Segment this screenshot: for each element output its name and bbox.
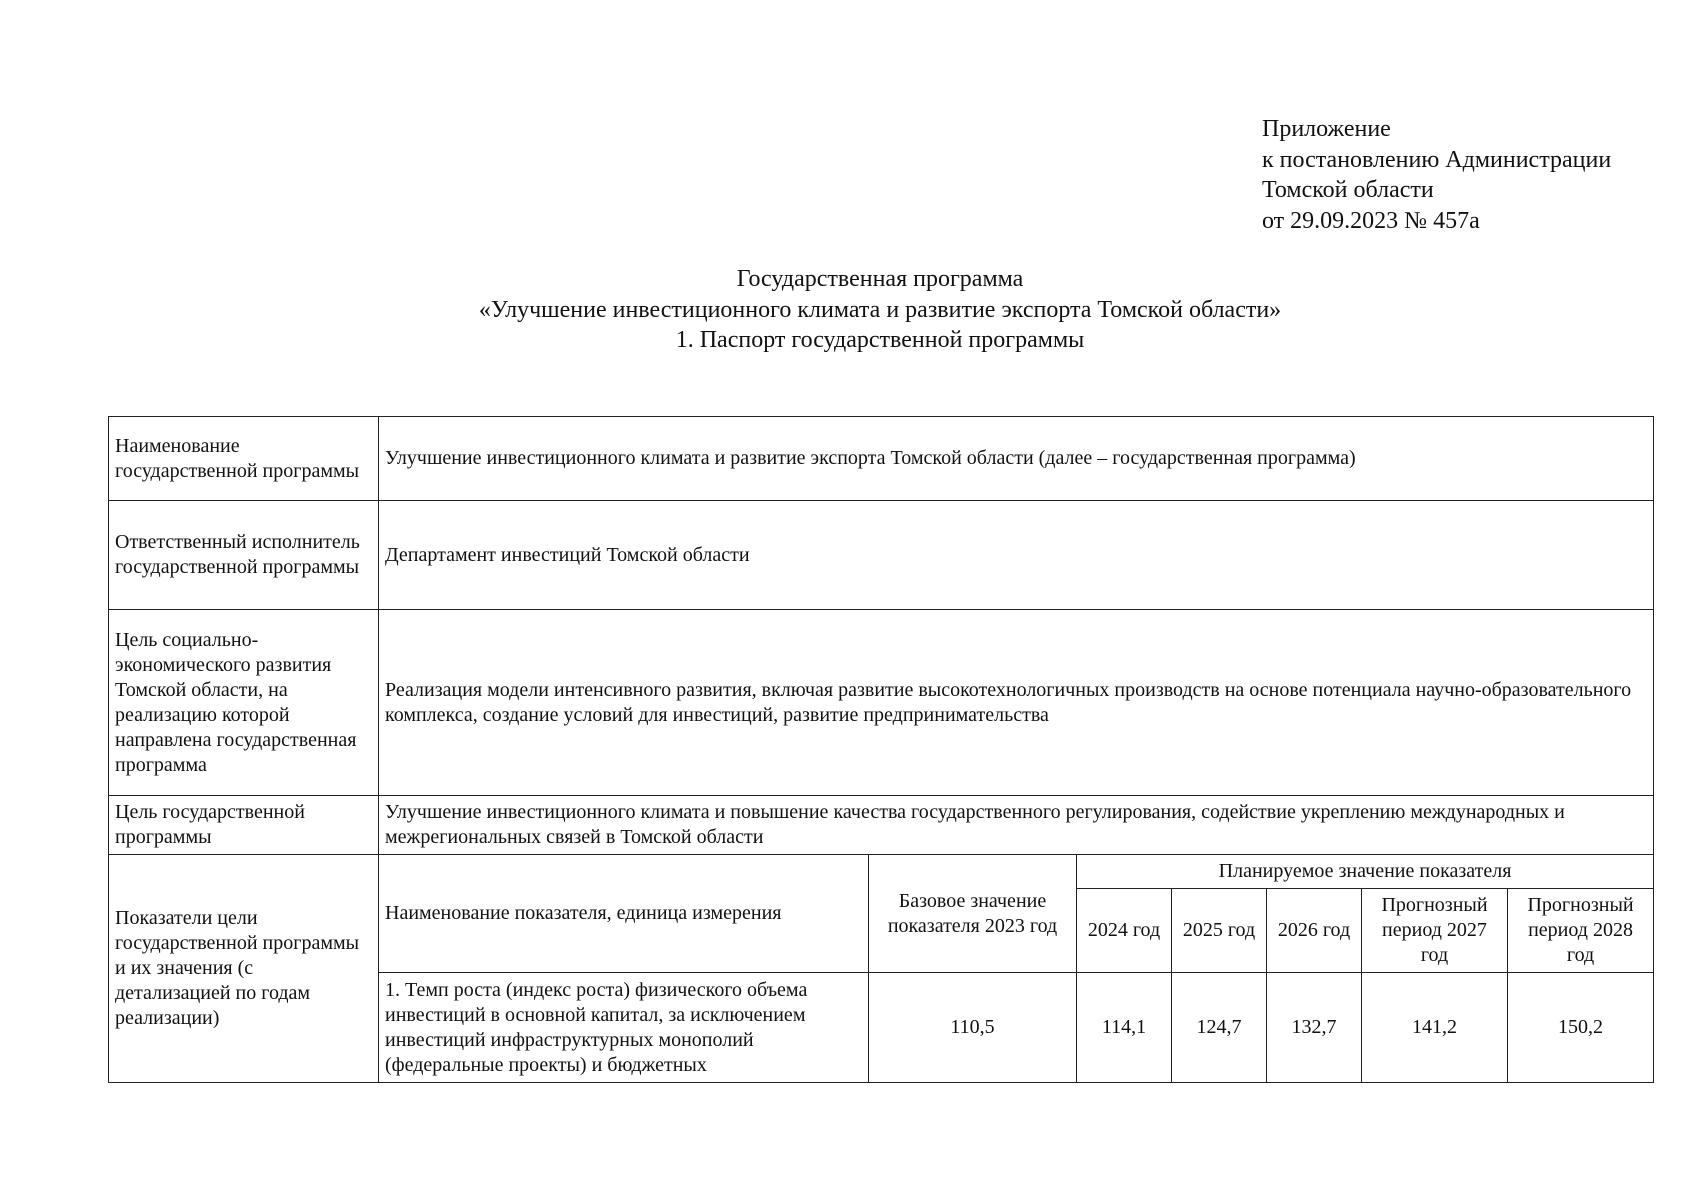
forecast-2027-header: Прогнозный период 2027 год [1362,889,1508,973]
socio-economic-goal-label: Цель социально-экономического развития Томской области, на реализацию которой направлена государственная программа [109,610,379,796]
document-title [0,264,1698,356]
appendix-date-number: от 29.09.2023 № 457а [1262,207,1480,234]
table-row [109,855,1654,889]
indicator-name: 1. Темп роста (индекс роста) физического объема инвестиций в основной капитал, за исключением инвестиций инфраструктурных монополий (федеральные проекты) и бюджетных [379,973,869,1083]
appendix-header [1262,114,1611,236]
socio-economic-goal-value: Реализация модели интенсивного развития, включая развитие высокотехнологичных производств на основе потенциала научно-образовательного комплекса, создание условий для инвестиций, развитие предпринимательства [379,610,1654,796]
indicator-name-header: Наименование показателя, единица измерения [379,855,869,973]
section-heading: 1. Паспорт государственной программы [675,327,1085,353]
indicator-2025-value: 124,7 [1172,973,1267,1083]
planned-value-header: Планируемое значение показателя [1077,855,1654,889]
program-goal-value: Улучшение инвестиционного климата и повышение качества государственного регулирования, содействие укреплению международных и межрегиональных связей в Томской области [379,796,1654,855]
indicator-base-value: 110,5 [869,973,1077,1083]
year-2024-header: 2024 год [1077,889,1172,973]
table-row [109,501,1654,610]
indicators-label: Показатели цели государственной программы и их значения (с детализацией по годам реализации) [109,855,379,1083]
table-row [109,417,1654,501]
executor-value: Департамент инвестиций Томской области [379,501,1654,610]
table-row [109,796,1654,855]
program-heading: Государственная программа [736,266,1024,292]
indicator-2028-value: 150,2 [1508,973,1654,1083]
appendix-decree: к постановлению Администрации [1262,146,1612,173]
base-value-header: Базовое значение показателя 2023 год [869,855,1077,973]
passport-table [108,416,1654,1083]
appendix-title: Приложение [1262,116,1391,142]
year-2026-header: 2026 год [1267,889,1362,973]
program-name: «Улучшение инвестиционного климата и развитие экспорта Томской области» [478,296,1282,323]
name-value: Улучшение инвестиционного климата и развитие экспорта Томской области (далее – государственная программа) [379,417,1654,501]
appendix-region: Томской области [1262,177,1434,203]
indicator-2024-value: 114,1 [1077,973,1172,1083]
table-row [109,610,1654,796]
forecast-2028-header: Прогнозный период 2028 год [1508,889,1654,973]
year-2025-header: 2025 год [1172,889,1267,973]
indicator-2026-value: 132,7 [1267,973,1362,1083]
indicator-2027-value: 141,2 [1362,973,1508,1083]
program-goal-label: Цель государственной программы [109,796,379,855]
name-label: Наименование государственной программы [109,417,379,501]
executor-label: Ответственный исполнитель государственной программы [109,501,379,610]
